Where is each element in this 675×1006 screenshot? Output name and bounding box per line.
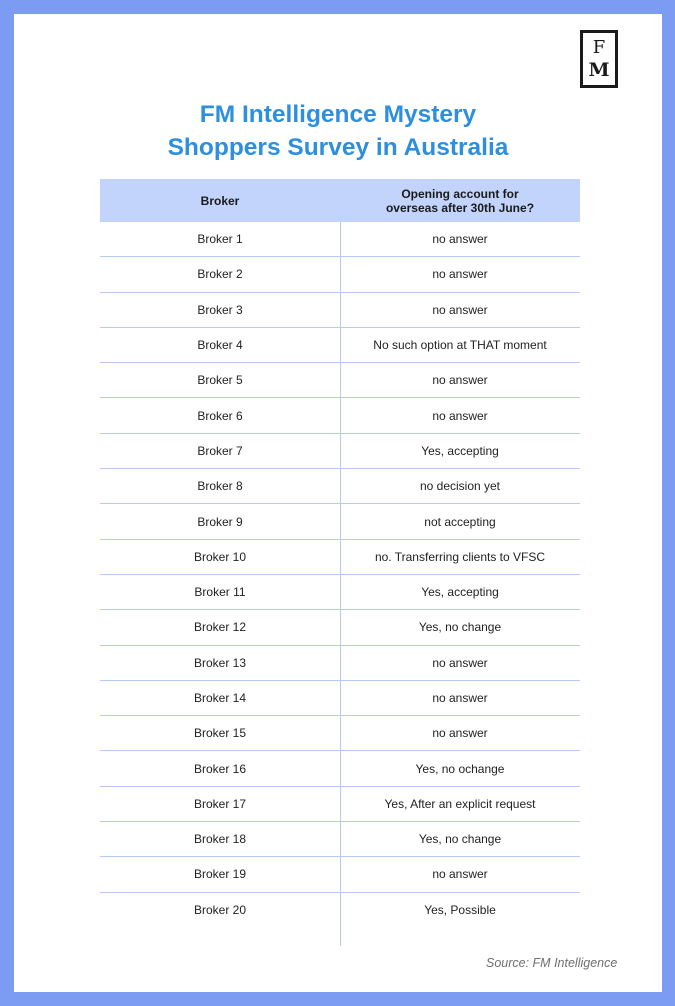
cell-answer: no decision yet bbox=[419, 479, 501, 494]
header-opening-line-2: overseas after 30th June? bbox=[385, 200, 535, 215]
cell-broker: Broker 12 bbox=[193, 620, 247, 635]
cell-answer: no. Transferring clients to VFSC bbox=[374, 549, 546, 564]
header-opening-line-1: Opening account for bbox=[401, 186, 519, 201]
title-line-1: FM Intelligence Mystery bbox=[199, 101, 477, 128]
cell-broker: Broker 18 bbox=[193, 832, 247, 847]
table-body bbox=[100, 222, 580, 928]
cell-answer: Yes, accepting bbox=[421, 443, 499, 458]
cell-answer: no answer bbox=[432, 726, 488, 741]
cell-broker: Broker 3 bbox=[197, 302, 243, 317]
cell-answer: Yes, no ochange bbox=[415, 761, 505, 776]
cell-broker: Broker 16 bbox=[193, 761, 247, 776]
cell-answer: no answer bbox=[432, 267, 488, 282]
cell-broker: Broker 15 bbox=[193, 726, 247, 741]
cell-broker: Broker 13 bbox=[193, 655, 247, 670]
cell-answer: not accepting bbox=[424, 514, 496, 529]
cell-broker: Broker 7 bbox=[197, 443, 243, 458]
cell-broker: Broker 14 bbox=[193, 691, 247, 705]
survey-table bbox=[100, 179, 580, 928]
cell-broker: Broker 20 bbox=[193, 903, 247, 918]
header-opening-account bbox=[340, 187, 580, 215]
cell-answer: no answer bbox=[432, 655, 488, 670]
header-broker: Broker bbox=[200, 193, 240, 208]
cell-answer: Yes, no change bbox=[418, 832, 502, 847]
cell-answer: no answer bbox=[432, 867, 488, 882]
cell-answer: Yes, Possible bbox=[424, 903, 496, 918]
cell-broker: Broker 1 bbox=[197, 232, 243, 247]
cell-broker: Broker 4 bbox=[197, 338, 243, 353]
logo-letter-m: M bbox=[588, 58, 610, 81]
source-caption: Source: FM Intelligence bbox=[486, 956, 618, 970]
cell-broker: Broker 10 bbox=[193, 549, 247, 564]
page-title bbox=[14, 98, 662, 164]
cell-answer: No such option at THAT moment bbox=[373, 338, 547, 353]
cell-answer: Yes, After an explicit request bbox=[384, 796, 536, 811]
cell-answer: no answer bbox=[432, 302, 488, 317]
cell-answer: Yes, accepting bbox=[421, 585, 499, 600]
column-divider bbox=[340, 222, 341, 946]
cell-answer: no answer bbox=[432, 232, 488, 247]
cell-answer: no answer bbox=[432, 691, 488, 705]
cell-answer: no answer bbox=[432, 408, 488, 423]
survey-card bbox=[14, 14, 662, 992]
cell-broker: Broker 5 bbox=[197, 373, 243, 388]
cell-broker: Broker 19 bbox=[193, 867, 247, 882]
cell-broker: Broker 17 bbox=[193, 796, 247, 811]
fm-logo bbox=[580, 30, 618, 88]
title-line-2: Shoppers Survey in Australia bbox=[167, 134, 509, 161]
cell-broker: Broker 9 bbox=[197, 514, 243, 529]
cell-broker: Broker 8 bbox=[197, 479, 243, 494]
cell-answer: Yes, no change bbox=[418, 620, 502, 635]
table-header bbox=[100, 179, 580, 222]
cell-broker: Broker 6 bbox=[197, 408, 243, 423]
cell-answer: no answer bbox=[432, 373, 488, 388]
cell-broker: Broker 2 bbox=[197, 267, 243, 282]
logo-letter-f: F bbox=[592, 36, 606, 58]
cell-broker: Broker 11 bbox=[194, 585, 246, 600]
